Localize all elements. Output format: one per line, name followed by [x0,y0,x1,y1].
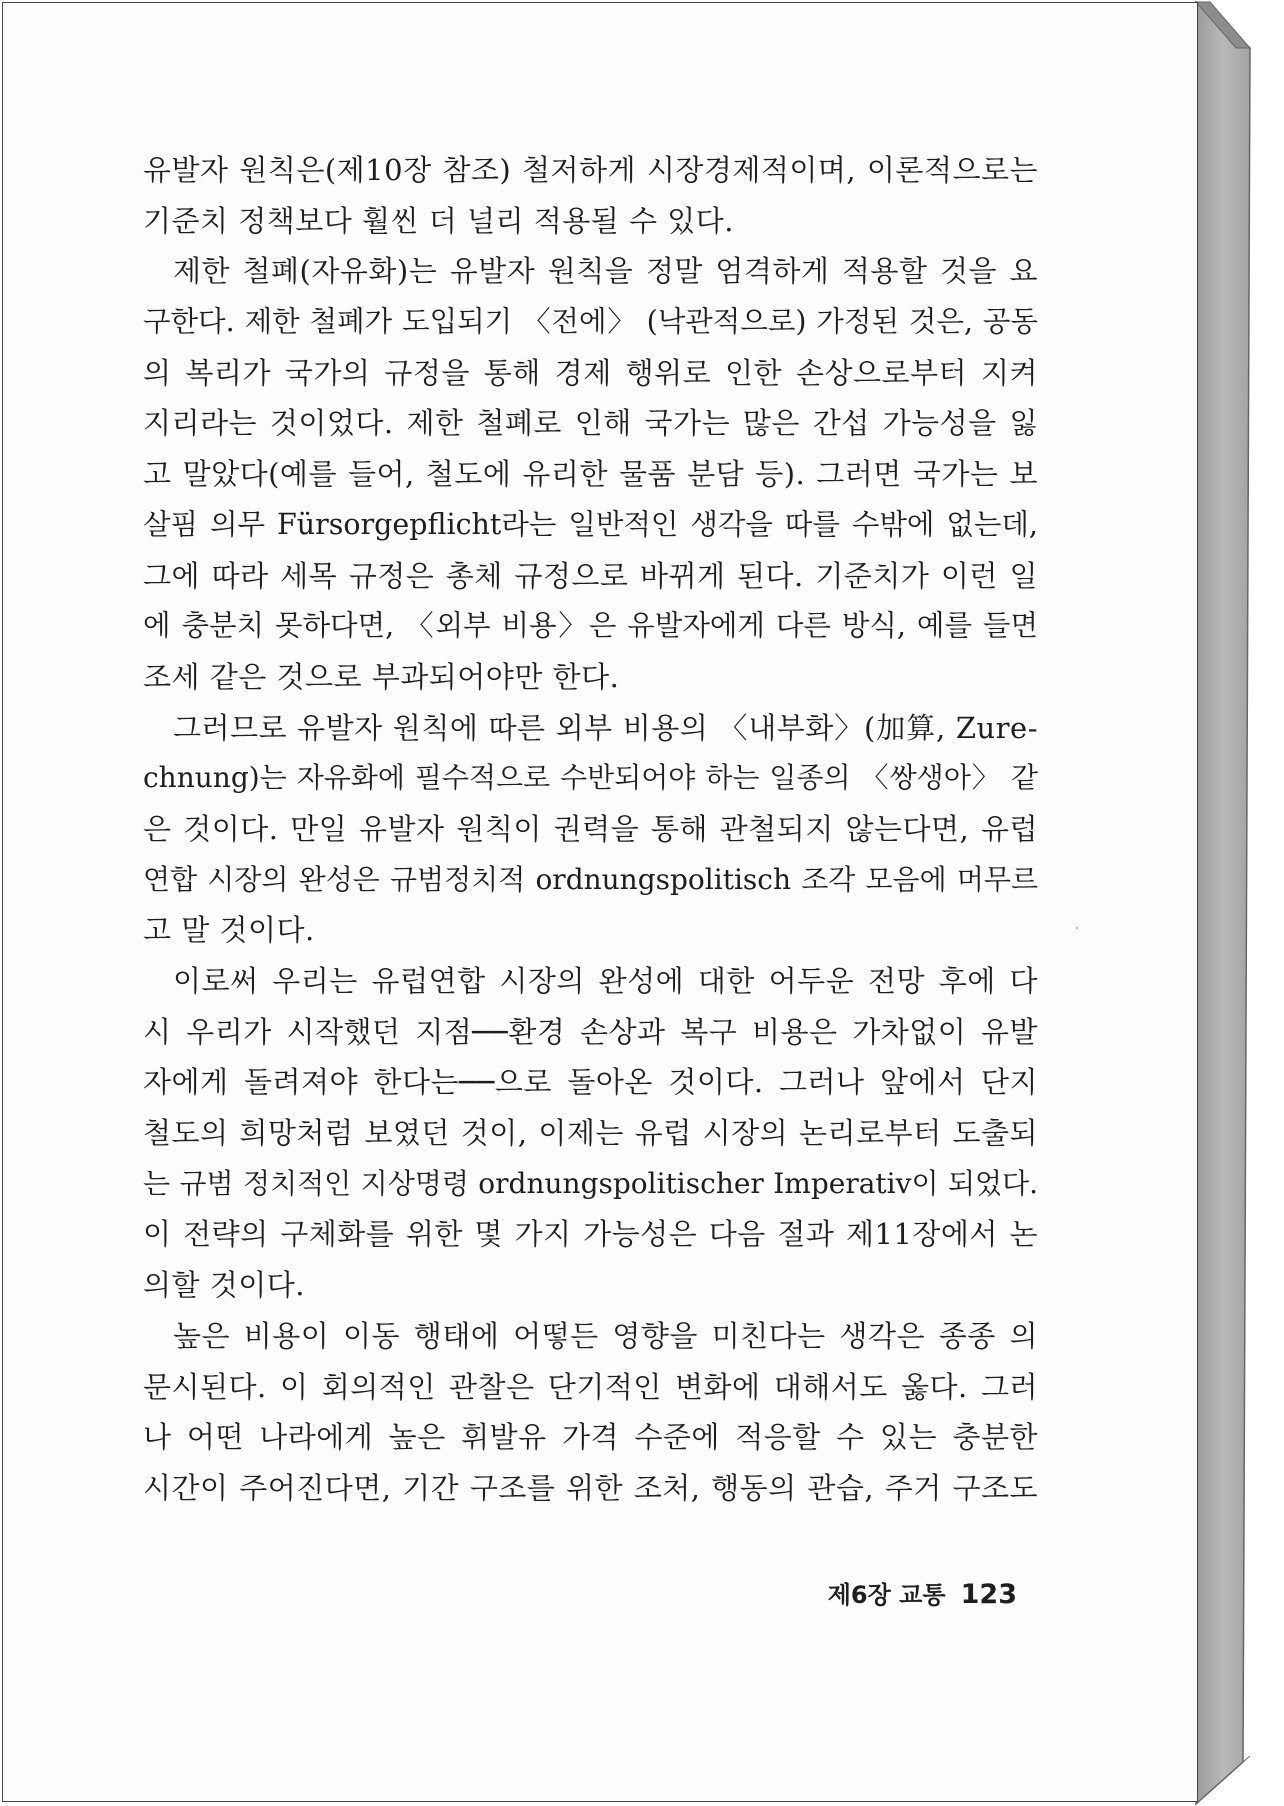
text-line: 높은 비용이 이동 행태에 어떻든 영향을 미친다는 생각은 종종 의 [173,1318,1038,1353]
text-line: 시 우리가 시작했던 지점──환경 손상과 복구 비용은 가차없이 유발 [143,1014,1038,1049]
page-number: 123 [960,1579,1017,1610]
text-line: 지리라는 것이었다. 제한 철폐로 인해 국가는 많은 간섭 가능성을 잃 [143,406,1038,441]
text-line: 고 말 것이다. [143,913,315,948]
text-line: 철도의 희망처럼 보였던 것이, 이제는 유럽 시장의 논리로부터 도출되 [143,1116,1038,1151]
text-line: 유발자 원칙은(제10장 참조) 철저하게 시장경제적이며, 이론적으로는 [143,153,1038,187]
text-line: 제한 철폐(자유화)는 유발자 원칙을 정말 엄격하게 적용할 것을 요 [173,254,1038,289]
text-line: 시간이 주어진다면, 기간 구조를 위한 조처, 행동의 관습, 주거 구조도 [143,1470,1038,1505]
text-line: 기준치 정책보다 훨씬 더 널리 적용될 수 있다. [143,203,734,238]
text-line: 그러므로 유발자 원칙에 따른 외부 비용의 〈내부화〉(加算, Zure- [173,710,1038,745]
text-line: 는 규범 정치적인 지상명령 ordnungspolitischer Imperativ이 되었다. [143,1166,1038,1200]
text-line: 문시된다. 이 회의적인 관찰은 단기적인 변화에 대해서도 옳다. 그러 [143,1369,1038,1404]
body-text [143,145,1038,1514]
text-line: 나 어떤 나라에게 높은 휘발유 가격 수준에 적응할 수 있는 충분한 [143,1420,1038,1455]
paragraph-5 [143,1311,1038,1514]
text-line: 의할 것이다. [143,1268,306,1303]
page-footer [828,1575,1017,1610]
text-line: 그에 따라 세목 규정은 총체 규정으로 바뀌게 된다. 기준치가 이런 일 [143,558,1038,593]
paragraph-1 [143,145,1038,246]
paragraph-4 [143,956,1038,1311]
book-side-edge [1196,2,1250,1804]
paragraph-3 [143,703,1038,956]
text-line: 구한다. 제한 철폐가 도입되기 〈전에〉 (낙관적으로) 가정된 것은, 공동 [143,305,1038,339]
text-line: 연합 시장의 완성은 규범정치적 ordnungspolitisch 조각 모음에 머무르 [143,862,1038,896]
paragraph-2 [143,246,1038,702]
book-page [2,2,1198,1802]
text-line: 고 말았다(예를 들어, 철도에 유리한 물품 분담 등). 그러면 국가는 보 [143,457,1038,492]
text-line: chnung)는 자유화에 필수적으로 수반되어야 하는 일종의 〈쌍생아〉 같 [143,761,1038,795]
text-line: 자에게 돌려져야 한다는──으로 돌아온 것이다. 그러나 앞에서 단지 [143,1065,1038,1100]
text-line: 이로써 우리는 유럽연합 시장의 완성에 대한 어두운 전망 후에 다 [173,964,1038,998]
text-line: 이 전략의 구체화를 위한 몇 가지 가능성은 다음 절과 제11장에서 논 [143,1217,1038,1252]
text-line: 살핌 의무 Fürsorgepflicht라는 일반적인 생각을 따를 수밖에 없는데, [143,507,1038,541]
scan-speck [1076,927,1078,929]
text-line: 은 것이다. 만일 유발자 원칙이 권력을 통해 관철되지 않는다면, 유럽 [143,811,1038,846]
running-footer-chapter: 제6장 교통 [827,1581,946,1609]
text-line: 의 복리가 국가의 규정을 통해 경제 행위로 인한 손상으로부터 지켜 [143,355,1038,390]
text-line: 조세 같은 것으로 부과되어야만 한다. [143,659,620,694]
text-line: 에 충분치 못하다면, 〈외부 비용〉은 유발자에게 다른 방식, 예를 들면 [143,609,1038,643]
